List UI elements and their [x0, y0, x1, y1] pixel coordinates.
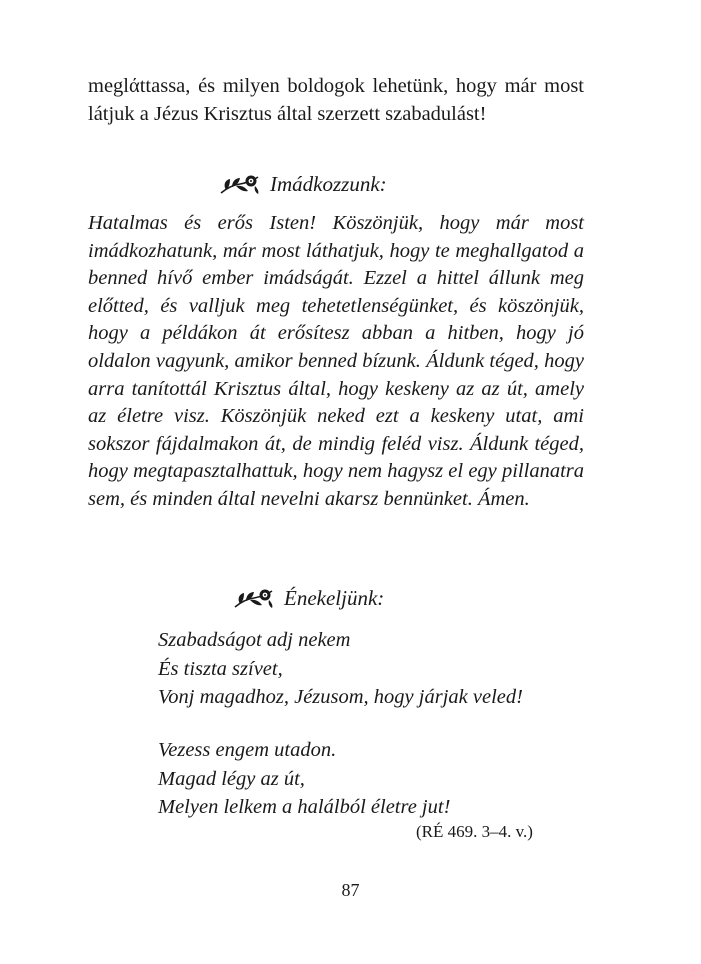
- song-heading-text: Énekeljünk:: [284, 586, 385, 610]
- prayer-heading-text: Imádkozzunk:: [270, 172, 387, 196]
- flower-ornament-icon: [218, 172, 262, 196]
- prayer-heading: [218, 170, 387, 198]
- verse-line: Magad légy az út,: [158, 767, 305, 790]
- flower-ornament-icon: [232, 586, 276, 610]
- song-heading: [232, 584, 384, 612]
- prayer-paragraph: Hatalmas és erős Isten! Köszönjük, hogy már most imádkozhatunk, már most láthatjuk, hogy te meghallgatod a benned hívő ember imádságát. Ezzel a hittel állunk meg előtted, és valljuk meg tehetetlenségünket, és köszönjük, hogy a példákon át erősítesz abban a hitben, hogy jó oldalon vagyunk, amikor benned bízunk. Áldunk téged, hogy arra tanítottál Krisztus által, hogy keskeny az az út, amely az életre visz. Köszönjük neked ezt a keskeny utat, ami sokszor fájdalmakon át, de mindig feléd visz. Áldunk téged, hogy megtapasztalhattuk, hogy nem hagysz el egy pillanatra sem, és minden által nevelni akarsz bennünket. Ámen.: [88, 212, 584, 510]
- hymn-source-reference: (RÉ 469. 3–4. v.): [416, 822, 533, 841]
- song-verse-2: [158, 736, 450, 822]
- page-number: 87: [341, 880, 360, 900]
- song-verse-1: [158, 626, 523, 712]
- verse-line: Vezess engem utadon.: [158, 739, 337, 761]
- verse-line: Szabadságot adj nekem: [158, 629, 351, 651]
- verse-line: Vonj magadhoz, Jézusom, hogy járjak veled!: [158, 686, 523, 708]
- intro-paragraph: meglάttassa, és milyen boldogok lehetünk, hogy már most látjuk a Jézus Krisztus által szerzett szabadulást!: [88, 75, 584, 125]
- verse-line: Melyen lelkem a halálból életre jut!: [158, 796, 451, 818]
- verse-line: És tiszta szívet,: [158, 657, 283, 680]
